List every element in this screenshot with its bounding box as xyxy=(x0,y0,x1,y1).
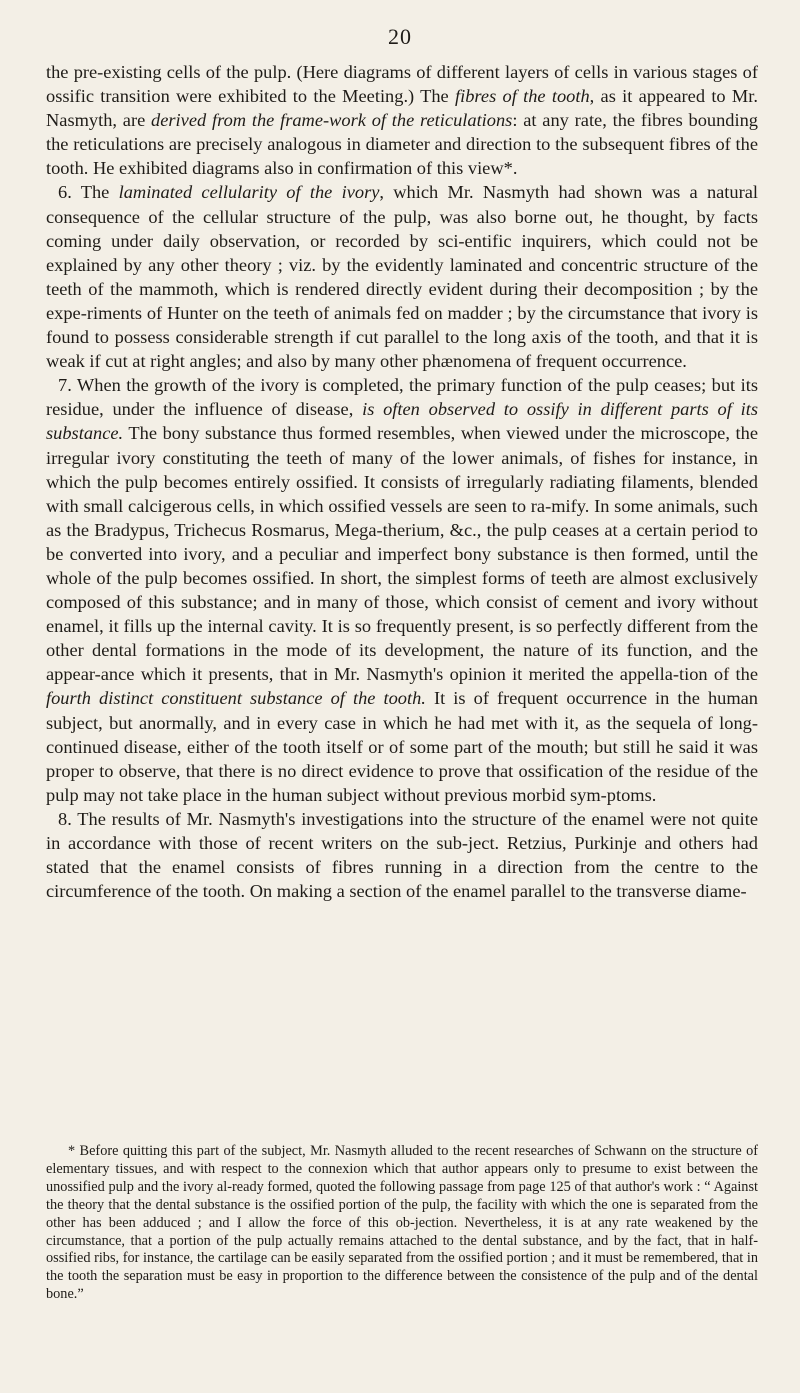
paragraph-segment: , as it appeared to Mr. Nasmyth, are xyxy=(46,86,758,131)
italic-phrase-fibres-of-the-tooth: fibres of the tooth xyxy=(455,86,590,107)
paragraph-8-enamel-structure xyxy=(46,807,758,903)
paragraph-7-ossification-of-pulp xyxy=(46,373,758,807)
page-number: 20 xyxy=(388,24,412,49)
italic-phrase-often-observed-to-ossify: is often observed to ossify in different parts of its substance. xyxy=(46,399,758,444)
paragraph-segment: the pre-existing cells of the pulp. (Here diagrams of different layers of cells in various stages of ossific transition were exhibited to the Meeting.) The xyxy=(46,62,758,107)
paragraph-segment: The bony substance thus formed resembles, when viewed under the microscope, the irregular ivory constituting the teeth of many of the lower animals, of fishes for instance, in which the pulp becomes entirely ossified. It consists of irregularly radiating filaments, blended with small calcigerous cells, in which ossified vessels are seen to ra-mify. In some animals, such as the Bradypus, Trichecus Rosmarus, Mega-therium, &c., the pulp ceases at a certain period to be converted into ivory, and a peculiar and imperfect bony substance is then formed, until the whole of the pulp becomes ossified. In short, the simplest forms of teeth are almost exclusively composed of this substance; and in many of those, which consist of cement and ivory without enamel, it fills up the internal cavity. It is so frequently present, is so perfectly different from the other dental formations in the mode of its development, the nature of its function, and the appear-ance which it presents, that in Mr. Nasmyth's opinion it merited the appella-tion of the xyxy=(46,423,758,685)
paragraph-segment: 6. The xyxy=(58,182,119,203)
paragraph-segment: It is of frequent occurrence in the human subject, but anormally, and in every case in which he had met with it, as the sequela of long-continued disease, either of the tooth itself or of some part of the mouth; but still he said it was proper to observe, that there is no direct evidence to prove that ossification of the residue of the pulp may not take place in the human subject without previous morbid sym-ptoms. xyxy=(46,688,759,805)
italic-phrase-derived-from-framework: derived from the frame-work of the reticulations xyxy=(151,110,513,131)
paragraph-segment: , which Mr. Nasmyth had shown was a natural consequence of the cellular structure of the pulp, was also borne out, he thought, by facts coming under daily observation, or recorded by sci-entific inquirers, which could not be explained by any other theory ; viz. by the evidently laminated and concentric structure of the teeth of the mammoth, which is rendered directly evident during their decomposition ; by the expe-riments of Hunter on the teeth of animals fed on madder ; by the circumstance that ivory is found to possess considerable strength if cut parallel to the long axis of the tooth, and that it is weak if cut at right angles; and also by many other phænomena of frequent occurrence. xyxy=(46,182,759,372)
paragraph-6-laminated-cellularity xyxy=(46,180,758,373)
italic-phrase-laminated-cellularity: laminated cellularity of the ivory xyxy=(118,182,380,203)
footnote: * Before quitting this part of the subject, Mr. Nasmyth alluded to the recent researches of Schwann on the structure of elementary tissues, and with respect to the connexion which that author appears only to presume to exist between the unossified pulp and the ivory al-ready formed, quoted the following passage from page 125 of that author's work : “ Against the theory that the dental substance is the ossified portion of the pulp, the facility with which the one is separated from the other has been adduced ; and I allow the force of this ob-jection. Nevertheless, it is at any rate weakened by the circumstance, that a portion of the pulp actually remains attached to the dental substance, and by the fact, that in half-ossified ribs, for instance, the cartilage can be easily separated from the ossified portion ; and it must be remembered, that in the tooth the separation must be easy in proportion to the difference between the consistence of the pulp and of the dental bone.” xyxy=(46,1143,758,1303)
paragraph-1 xyxy=(46,60,758,180)
paragraph-segment: 8. The results of Mr. Nasmyth's investigations into the structure of the enamel were not quite in accordance with those of recent writers on the sub-ject. Retzius, Purkinje and others had stated that the enamel consists of fibres running in a direction from the centre to the circumference of the tooth. On making a section of the enamel parallel to the transverse diame- xyxy=(46,808,758,902)
italic-phrase-fourth-distinct-substance: fourth distinct constituent substance of the tooth. xyxy=(46,688,426,709)
body-text xyxy=(46,60,758,903)
paragraph-segment: 7. When the growth of the ivory is completed, the primary function of the pulp ceases; but its residue, under the influence of disease, xyxy=(46,375,758,420)
paragraph-segment: : at any rate, the fibres bounding the reticulations are precisely analogous in diameter and direction to the subsequent fibres of the tooth. He exhibited diagrams also in confirmation of this view*. xyxy=(46,110,758,179)
